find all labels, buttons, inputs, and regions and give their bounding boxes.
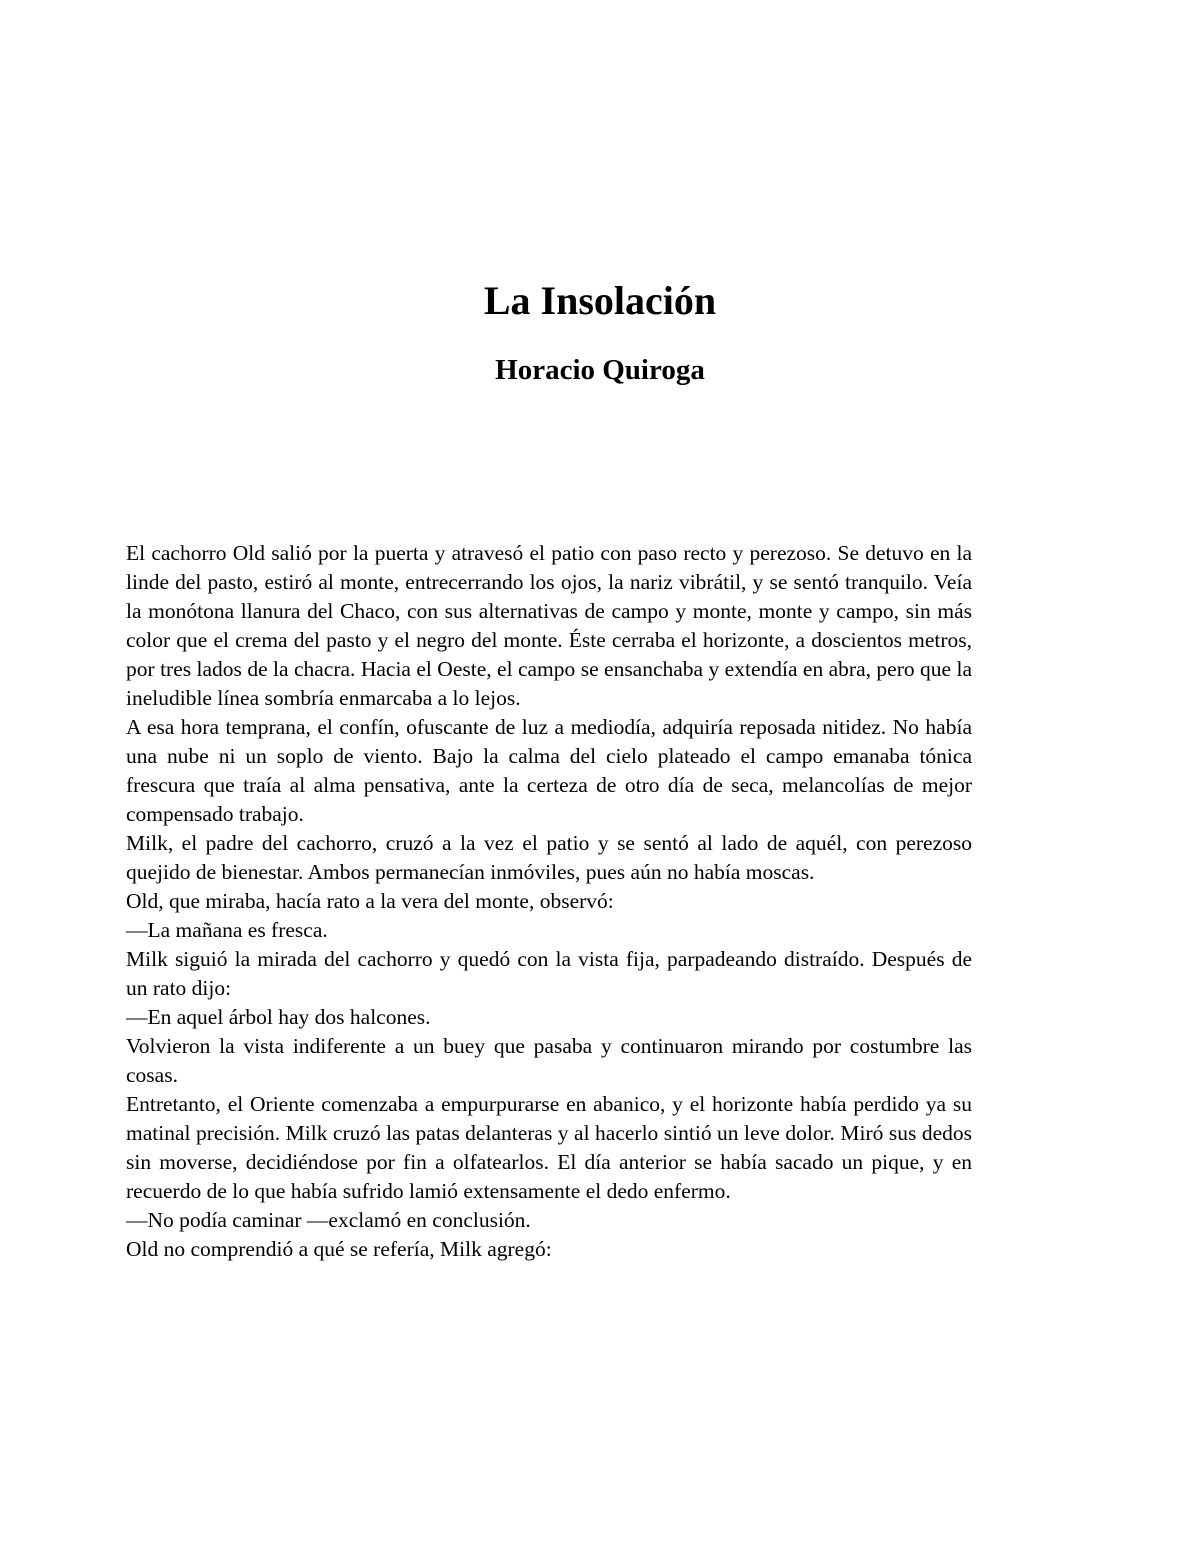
dialogue-line: —La mañana es fresca. (126, 918, 328, 942)
paragraph: A esa hora temprana, el confín, ofuscante de luz a mediodía, adquiría reposada nitidez. No había una nube ni un soplo de viento. Bajo la calma del cielo plateado el campo emanaba tónica frescura que traía al alma pensativa, ante la certeza de otro día de seca, melancolías de mejor compensado trabajo. (126, 715, 972, 826)
paragraph: Volvieron la vista indiferente a un buey que pasaba y continuaron mirando por costumbre las cosas. (126, 1034, 972, 1087)
document-title: La Insolación (483, 278, 717, 323)
paragraph: Entretanto, el Oriente comenzaba a empurpurarse en abanico, y el horizonte había perdido ya su matinal precisión. Milk cruzó las patas delanteras y al hacerlo sintió un leve dolor. Miró sus dedos sin moverse, decidiéndose por fin a olfatearlos. El día anterior se había sacado un pique, y en recuerdo de lo que había sufrido lamió extensamente el dedo enfermo. (126, 1092, 972, 1203)
paragraph: Old no comprendió a qué se refería, Milk agregó: (126, 1237, 552, 1261)
paragraph: Milk siguió la mirada del cachorro y quedó con la vista fija, parpadeando distraído. Después de un rato dijo: (126, 947, 972, 1000)
document-author: Horacio Quiroga (495, 354, 705, 386)
paragraph: Milk, el padre del cachorro, cruzó a la vez el patio y se sentó al lado de aquél, con perezoso quejido de bienestar. Ambos permanecían inmóviles, pues aún no había moscas. (126, 831, 972, 884)
dialogue-line: —No podía caminar —exclamó en conclusión. (126, 1208, 531, 1232)
paragraph: El cachorro Old salió por la puerta y atravesó el patio con paso recto y perezoso. Se detuvo en la linde del pasto, estiró al monte, entrecerrando los ojos, la nariz vibrátil, y se sentó tranquilo. Veía la monótona llanura del Chaco, con sus alternativas de campo y monte, monte y campo, sin más color que el crema del pasto y el negro del monte. Éste cerraba el horizonte, a doscientos metros, por tres lados de la chacra. Hacia el Oeste, el campo se ensanchaba y extendía en abra, pero que la ineludible línea sombría enmarcaba a lo lejos. (126, 541, 972, 710)
paragraph: Old, que miraba, hacía rato a la vera del monte, observó: (126, 889, 614, 913)
dialogue-line: —En aquel árbol hay dos halcones. (126, 1005, 431, 1029)
document-body (126, 539, 972, 1264)
